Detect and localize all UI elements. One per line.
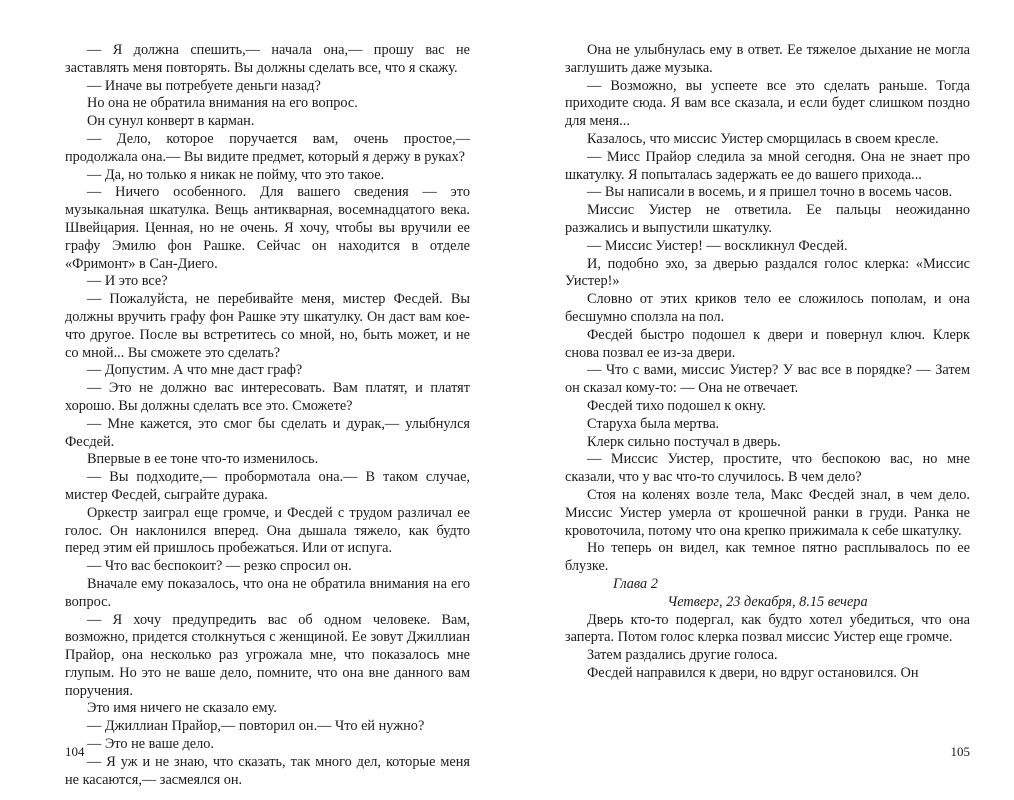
paragraph: Затем раздались другие голоса.: [587, 647, 778, 664]
paragraph: — Миссис Уистер, простите, что беспокою вас, но мне сказали, что у вас что-то случилось. В чем дело?: [565, 451, 970, 486]
page-number: 105: [950, 744, 970, 759]
left-text-column: [65, 42, 470, 789]
paragraph: Казалось, что миссис Уистер сморщилась в своем кресле.: [587, 130, 939, 147]
right-page: [507, 0, 1014, 800]
paragraph: — Миссис Уистер! — воскликнул Фесдей.: [587, 237, 848, 254]
paragraph: Миссис Уистер не ответила. Ее пальцы неожиданно разжались и выпустили шкатулку.: [565, 202, 970, 236]
paragraph: Впервые в ее тоне что-то изменилось.: [87, 451, 319, 468]
paragraph: Стоя на коленях возле тела, Макс Фесдей знал, в чем дело. Миссис Уистер умерла от крошечной ранки в груди. Ранка не кровоточила, потому что она крепко прижимала к себе шкатулку.: [565, 486, 970, 539]
paragraph: — Пожалуйста, не перебивайте меня, мистер Фесдей. Вы должны вручить графу фон Рашке эту шкатулку. Он даст вам кое-что другое. После вы встретитесь со мной, но, быть может, и не со мной... Вы сможете это сделать?: [65, 291, 470, 361]
paragraph: — Мисс Прайор следила за мной сегодня. Она не знает про шкатулку. Я попыталась задержать ее до вашего прихода...: [565, 148, 970, 183]
paragraph: — Это не должно вас интересовать. Вам платят, и платят хорошо. Вы должны сделать все это. Сможете?: [65, 380, 470, 414]
paragraph: — Ничего особенного. Для вашего сведения — это музыкальная шкатулка. Вещь антикварная, восемнадцатого века. Швейцария. Ценная, но не очень. Я хочу, чтобы вы вручили ее графу Эмилю фон Рашке. Сейчас он находится в отделе «Фримонт» в Сан-Диего.: [65, 184, 470, 272]
paragraph: Оркестр заиграл еще громче, и Фесдей с трудом различал ее голос. Он наклонился вперед. Она дышала тяжело, как будто перед этим ей пришлось пробежаться. Или от испуга.: [65, 504, 470, 557]
paragraph: Фесдей тихо подошел к окну.: [587, 397, 766, 414]
paragraph: — Я должна спешить,— начала она,— прошу вас не заставлять меня повторять. Вы должны сделать все, что я скажу.: [65, 42, 470, 76]
paragraph: — Да, но только я никак не пойму, что это такое.: [87, 166, 385, 183]
paragraph: — Допустим. А что мне даст граф?: [87, 362, 303, 379]
paragraph: — Джиллиан Прайор,— повторил он.— Что ей нужно?: [87, 718, 425, 735]
paragraph: — Это не ваше дело.: [87, 736, 214, 753]
paragraph: — Иначе вы потребуете деньги назад?: [87, 77, 321, 94]
paragraph: — Мне кажется, это смог бы сделать и дурак,— улыбнулся Фесдей.: [65, 415, 470, 450]
paragraph: Вначале ему показалось, что она не обратила внимания на его вопрос.: [65, 575, 470, 610]
paragraph: Но она не обратила внимания на его вопрос.: [87, 95, 358, 112]
paragraph: — Что вас беспокоит? — резко спросил он.: [87, 558, 352, 575]
paragraph: — Я хочу предупредить вас об одном человеке. Вам, возможно, придется столкнуться с женщиной. Ее зовут Джиллиан Прайор, она несколько раз угрожала мне, что показалось мне глупым. Но это не ваше дело, помните, что она вне данного вам поручения.: [65, 611, 470, 699]
paragraph: — Возможно, вы успеете все это сделать раньше. Тогда приходите сюда. Я вам все сказала, и если будет слишком поздно для меня...: [565, 77, 970, 130]
paragraph: — И это все?: [87, 273, 168, 290]
paragraph: Он сунул конверт в карман.: [87, 113, 255, 130]
paragraph: Дверь кто-то подергал, как будто хотел убедиться, что она заперта. Потом голос клерка позвал миссис Уистер еще громче.: [565, 611, 970, 646]
paragraph: Старуха была мертва.: [587, 415, 720, 432]
paragraph: — Вы подходите,— пробормотала она.— В таком случае, мистер Фесдей, сыграйте дурака.: [65, 469, 470, 503]
right-text-column: [565, 42, 970, 683]
paragraph: Она не улыбнулась ему в ответ. Ее тяжелое дыхание не могла заглушить даже музыка.: [565, 42, 970, 76]
page-number: 104: [65, 744, 85, 759]
paragraph: Фесдей направился к двери, но вдруг остановился. Он: [587, 664, 919, 681]
chapter-subtitle: Четверг, 23 декабря, 8.15 вечера: [667, 593, 868, 610]
paragraph: — Вы написали в восемь, и я пришел точно в восемь часов.: [587, 184, 953, 201]
paragraph: Клерк сильно постучал в дверь.: [587, 433, 781, 450]
paragraph: И, подобно эхо, за дверью раздался голос клерка: «Миссис Уистер!»: [565, 255, 970, 290]
paragraph: Но теперь он видел, как темное пятно расплывалось по ее блузке.: [565, 540, 970, 575]
paragraph: Это имя ничего не сказало ему.: [87, 700, 277, 717]
paragraph: — Я уж и не знаю, что сказать, так много дел, которые меня не касаются,— засмеялся он.: [65, 753, 470, 788]
chapter-title: Глава 2: [613, 575, 658, 592]
paragraph: Словно от этих криков тело ее сложилось пополам, и она бесшумно сползла на пол.: [565, 291, 970, 325]
paragraph: — Дело, которое поручается вам, очень простое,— продолжала она.— Вы видите предмет, который я держу в руках?: [65, 130, 470, 165]
paragraph: — Что с вами, миссис Уистер? У вас все в порядке? — Затем он сказал кому-то: — Она не отвечает.: [565, 362, 970, 397]
paragraph: Фесдей быстро подошел к двери и повернул ключ. Клерк снова позвал ее из-за двери.: [565, 326, 970, 361]
